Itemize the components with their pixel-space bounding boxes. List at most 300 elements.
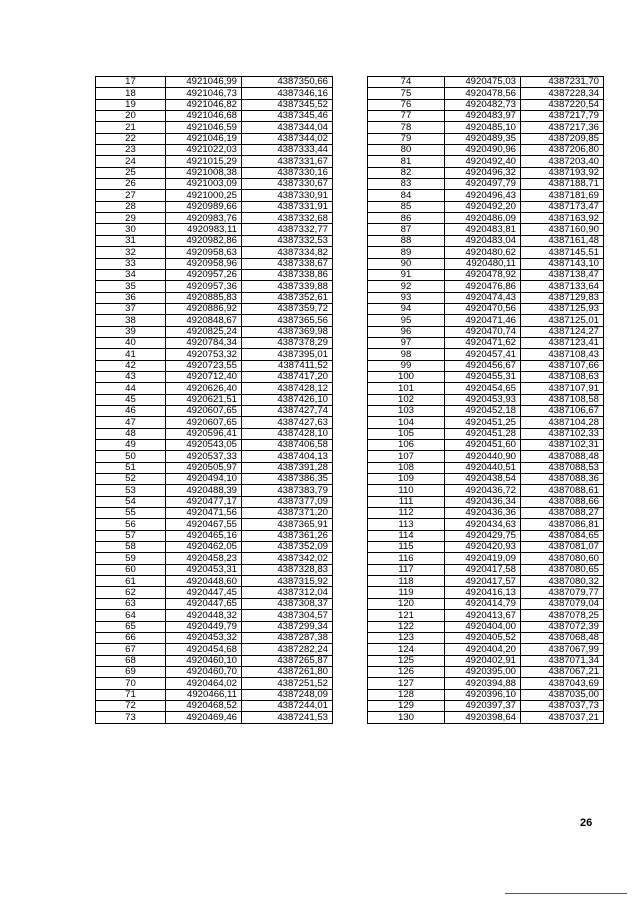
x-coordinate-cell: 4920957,36: [166, 281, 242, 292]
table-row: [368, 508, 604, 519]
point-number-cell: 41: [96, 349, 166, 360]
point-number-cell: 37: [96, 303, 166, 314]
point-number-cell: 32: [96, 247, 166, 258]
point-number-cell: 129: [368, 700, 445, 711]
table-row: [368, 440, 604, 451]
x-coordinate-cell: 4920475,03: [445, 77, 521, 88]
point-number-cell: 120: [368, 598, 445, 609]
y-coordinate-cell: 4387163,92: [521, 213, 604, 224]
table-row: [368, 598, 604, 609]
table-row: [96, 440, 333, 451]
point-number-cell: 118: [368, 576, 445, 587]
y-coordinate-cell: 4387161,48: [521, 235, 604, 246]
x-coordinate-cell: 4920596,41: [166, 428, 242, 439]
table-row: [96, 678, 333, 689]
table-row: [368, 156, 604, 167]
x-coordinate-cell: 4920398,64: [445, 712, 521, 723]
y-coordinate-cell: 4387342,02: [242, 553, 333, 564]
x-coordinate-cell: 4921003,09: [166, 179, 242, 190]
x-coordinate-cell: 4920470,74: [445, 326, 521, 337]
table-row: [96, 383, 333, 394]
y-coordinate-cell: 4387108,43: [521, 349, 604, 360]
x-coordinate-cell: 4920405,52: [445, 632, 521, 643]
point-number-cell: 57: [96, 530, 166, 541]
table-row: [96, 712, 333, 723]
y-coordinate-cell: 4387086,81: [521, 519, 604, 530]
y-coordinate-cell: 4387067,21: [521, 666, 604, 677]
y-coordinate-cell: 4387088,36: [521, 474, 604, 485]
y-coordinate-cell: 4387344,02: [242, 133, 333, 144]
point-number-cell: 125: [368, 655, 445, 666]
x-coordinate-cell: 4920885,83: [166, 292, 242, 303]
table-row: [368, 474, 604, 485]
x-coordinate-cell: 4920457,41: [445, 349, 521, 360]
table-row: [96, 655, 333, 666]
table-row: [96, 598, 333, 609]
point-number-cell: 51: [96, 462, 166, 473]
x-coordinate-cell: 4920440,90: [445, 451, 521, 462]
point-number-cell: 110: [368, 485, 445, 496]
y-coordinate-cell: 4387427,63: [242, 417, 333, 428]
y-coordinate-cell: 4387378,29: [242, 337, 333, 348]
coordinates-table-right-body: [368, 77, 604, 724]
point-number-cell: 89: [368, 247, 445, 258]
y-coordinate-cell: 4387081,07: [521, 542, 604, 553]
point-number-cell: 127: [368, 678, 445, 689]
table-row: [368, 303, 604, 314]
y-coordinate-cell: 4387143,10: [521, 258, 604, 269]
x-coordinate-cell: 4920483,81: [445, 224, 521, 235]
table-row: [96, 587, 333, 598]
x-coordinate-cell: 4921046,99: [166, 77, 242, 88]
y-coordinate-cell: 4387193,92: [521, 167, 604, 178]
table-row: [368, 666, 604, 677]
y-coordinate-cell: 4387346,16: [242, 88, 333, 99]
point-number-cell: 81: [368, 156, 445, 167]
point-number-cell: 45: [96, 394, 166, 405]
table-row: [368, 689, 604, 700]
x-coordinate-cell: 4920712,40: [166, 371, 242, 382]
x-coordinate-cell: 4920466,11: [166, 689, 242, 700]
x-coordinate-cell: 4920957,26: [166, 269, 242, 280]
table-row: [368, 451, 604, 462]
x-coordinate-cell: 4920454,65: [445, 383, 521, 394]
table-row: [368, 224, 604, 235]
y-coordinate-cell: 4387160,90: [521, 224, 604, 235]
y-coordinate-cell: 4387107,91: [521, 383, 604, 394]
y-coordinate-cell: 4387334,82: [242, 247, 333, 258]
y-coordinate-cell: 4387203,40: [521, 156, 604, 167]
point-number-cell: 35: [96, 281, 166, 292]
x-coordinate-cell: 4921046,73: [166, 88, 242, 99]
point-number-cell: 47: [96, 417, 166, 428]
point-number-cell: 102: [368, 394, 445, 405]
table-row: [96, 666, 333, 677]
y-coordinate-cell: 4387228,34: [521, 88, 604, 99]
point-number-cell: 112: [368, 508, 445, 519]
table-row: [96, 122, 333, 133]
x-coordinate-cell: 4920434,63: [445, 519, 521, 530]
y-coordinate-cell: 4387251,52: [242, 678, 333, 689]
point-number-cell: 48: [96, 428, 166, 439]
x-coordinate-cell: 4920420,93: [445, 542, 521, 553]
x-coordinate-cell: 4920394,88: [445, 678, 521, 689]
table-row: [368, 281, 604, 292]
point-number-cell: 98: [368, 349, 445, 360]
point-number-cell: 100: [368, 371, 445, 382]
table-row: [96, 474, 333, 485]
point-number-cell: 60: [96, 564, 166, 575]
table-row: [368, 337, 604, 348]
y-coordinate-cell: 4387332,77: [242, 224, 333, 235]
y-coordinate-cell: 4387078,25: [521, 610, 604, 621]
x-coordinate-cell: 4920480,11: [445, 258, 521, 269]
x-coordinate-cell: 4920436,72: [445, 485, 521, 496]
point-number-cell: 119: [368, 587, 445, 598]
point-number-cell: 44: [96, 383, 166, 394]
table-row: [96, 610, 333, 621]
table-row: [368, 519, 604, 530]
table-row: [96, 530, 333, 541]
y-coordinate-cell: 4387108,58: [521, 394, 604, 405]
point-number-cell: 128: [368, 689, 445, 700]
table-row: [96, 235, 333, 246]
point-number-cell: 28: [96, 201, 166, 212]
y-coordinate-cell: 4387411,52: [242, 360, 333, 371]
table-row: [96, 213, 333, 224]
point-number-cell: 77: [368, 111, 445, 122]
x-coordinate-cell: 4920451,28: [445, 428, 521, 439]
y-coordinate-cell: 4387365,91: [242, 519, 333, 530]
x-coordinate-cell: 4920485,10: [445, 122, 521, 133]
y-coordinate-cell: 4387102,33: [521, 428, 604, 439]
point-number-cell: 87: [368, 224, 445, 235]
table-row: [96, 542, 333, 553]
point-number-cell: 113: [368, 519, 445, 530]
x-coordinate-cell: 4920453,31: [166, 564, 242, 575]
y-coordinate-cell: 4387079,77: [521, 587, 604, 598]
table-row: [368, 145, 604, 156]
y-coordinate-cell: 4387133,64: [521, 281, 604, 292]
point-number-cell: 114: [368, 530, 445, 541]
table-row: [368, 496, 604, 507]
x-coordinate-cell: 4921046,82: [166, 99, 242, 110]
point-number-cell: 94: [368, 303, 445, 314]
table-row: [368, 235, 604, 246]
point-number-cell: 49: [96, 440, 166, 451]
y-coordinate-cell: 4387287,38: [242, 632, 333, 643]
table-row: [368, 576, 604, 587]
x-coordinate-cell: 4920417,58: [445, 564, 521, 575]
y-coordinate-cell: 4387035,00: [521, 689, 604, 700]
y-coordinate-cell: 4387261,80: [242, 666, 333, 677]
y-coordinate-cell: 4387217,79: [521, 111, 604, 122]
x-coordinate-cell: 4920537,33: [166, 451, 242, 462]
point-number-cell: 30: [96, 224, 166, 235]
y-coordinate-cell: 4387108,63: [521, 371, 604, 382]
x-coordinate-cell: 4920471,62: [445, 337, 521, 348]
table-row: [368, 269, 604, 280]
table-row: [368, 587, 604, 598]
point-number-cell: 64: [96, 610, 166, 621]
table-row: [96, 326, 333, 337]
point-number-cell: 82: [368, 167, 445, 178]
x-coordinate-cell: 4920470,56: [445, 303, 521, 314]
x-coordinate-cell: 4921000,25: [166, 190, 242, 201]
x-coordinate-cell: 4920413,67: [445, 610, 521, 621]
x-coordinate-cell: 4920492,40: [445, 156, 521, 167]
x-coordinate-cell: 4920490,96: [445, 145, 521, 156]
table-row: [368, 655, 604, 666]
y-coordinate-cell: 4387369,98: [242, 326, 333, 337]
point-number-cell: 58: [96, 542, 166, 553]
y-coordinate-cell: 4387123,41: [521, 337, 604, 348]
table-row: [368, 553, 604, 564]
x-coordinate-cell: 4920958,63: [166, 247, 242, 258]
point-number-cell: 122: [368, 621, 445, 632]
table-row: [96, 111, 333, 122]
table-row: [96, 156, 333, 167]
table-row: [96, 201, 333, 212]
table-row: [368, 485, 604, 496]
point-number-cell: 19: [96, 99, 166, 110]
y-coordinate-cell: 4387330,16: [242, 167, 333, 178]
table-row: [368, 644, 604, 655]
y-coordinate-cell: 4387129,83: [521, 292, 604, 303]
point-number-cell: 17: [96, 77, 166, 88]
y-coordinate-cell: 4387377,09: [242, 496, 333, 507]
y-coordinate-cell: 4387338,67: [242, 258, 333, 269]
point-number-cell: 23: [96, 145, 166, 156]
table-row: [368, 405, 604, 416]
table-row: [96, 88, 333, 99]
x-coordinate-cell: 4920483,97: [445, 111, 521, 122]
y-coordinate-cell: 4387068,48: [521, 632, 604, 643]
point-number-cell: 93: [368, 292, 445, 303]
y-coordinate-cell: 4387386,35: [242, 474, 333, 485]
point-number-cell: 21: [96, 122, 166, 133]
y-coordinate-cell: 4387417,20: [242, 371, 333, 382]
x-coordinate-cell: 4921046,59: [166, 122, 242, 133]
y-coordinate-cell: 4387080,60: [521, 553, 604, 564]
point-number-cell: 22: [96, 133, 166, 144]
table-row: [368, 349, 604, 360]
x-coordinate-cell: 4920474,43: [445, 292, 521, 303]
x-coordinate-cell: 4920982,86: [166, 235, 242, 246]
table-row: [96, 417, 333, 428]
x-coordinate-cell: 4920496,32: [445, 167, 521, 178]
point-number-cell: 59: [96, 553, 166, 564]
x-coordinate-cell: 4920886,92: [166, 303, 242, 314]
y-coordinate-cell: 4387331,91: [242, 201, 333, 212]
point-number-cell: 71: [96, 689, 166, 700]
x-coordinate-cell: 4920848,67: [166, 315, 242, 326]
table-row: [368, 417, 604, 428]
table-row: [368, 179, 604, 190]
table-row: [96, 269, 333, 280]
table-row: [96, 224, 333, 235]
y-coordinate-cell: 4387037,21: [521, 712, 604, 723]
y-coordinate-cell: 4387209,85: [521, 133, 604, 144]
x-coordinate-cell: 4920467,55: [166, 519, 242, 530]
point-number-cell: 86: [368, 213, 445, 224]
y-coordinate-cell: 4387080,32: [521, 576, 604, 587]
point-number-cell: 105: [368, 428, 445, 439]
x-coordinate-cell: 4920436,36: [445, 508, 521, 519]
x-coordinate-cell: 4920607,65: [166, 417, 242, 428]
table-row: [96, 360, 333, 371]
table-row: [368, 292, 604, 303]
y-coordinate-cell: 4387350,66: [242, 77, 333, 88]
y-coordinate-cell: 4387331,67: [242, 156, 333, 167]
point-number-cell: 106: [368, 440, 445, 451]
table-row: [96, 632, 333, 643]
x-coordinate-cell: 4920447,45: [166, 587, 242, 598]
table-row: [96, 281, 333, 292]
x-coordinate-cell: 4920753,32: [166, 349, 242, 360]
table-row: [96, 451, 333, 462]
x-coordinate-cell: 4920958,96: [166, 258, 242, 269]
table-row: [96, 576, 333, 587]
table-row: [368, 678, 604, 689]
point-number-cell: 88: [368, 235, 445, 246]
y-coordinate-cell: 4387365,56: [242, 315, 333, 326]
y-coordinate-cell: 4387072,39: [521, 621, 604, 632]
y-coordinate-cell: 4387345,46: [242, 111, 333, 122]
y-coordinate-cell: 4387426,10: [242, 394, 333, 405]
y-coordinate-cell: 4387404,13: [242, 451, 333, 462]
x-coordinate-cell: 4920438,54: [445, 474, 521, 485]
point-number-cell: 126: [368, 666, 445, 677]
point-number-cell: 46: [96, 405, 166, 416]
x-coordinate-cell: 4920453,32: [166, 632, 242, 643]
table-row: [368, 394, 604, 405]
table-row: [368, 530, 604, 541]
x-coordinate-cell: 4920492,20: [445, 201, 521, 212]
x-coordinate-cell: 4920465,16: [166, 530, 242, 541]
point-number-cell: 103: [368, 405, 445, 416]
point-number-cell: 52: [96, 474, 166, 485]
y-coordinate-cell: 4387067,99: [521, 644, 604, 655]
y-coordinate-cell: 4387333,44: [242, 145, 333, 156]
point-number-cell: 68: [96, 655, 166, 666]
point-number-cell: 34: [96, 269, 166, 280]
x-coordinate-cell: 4920449,79: [166, 621, 242, 632]
table-row: [368, 360, 604, 371]
table-row: [96, 145, 333, 156]
y-coordinate-cell: 4387088,27: [521, 508, 604, 519]
coordinates-table-left: [95, 76, 333, 724]
point-number-cell: 85: [368, 201, 445, 212]
point-number-cell: 20: [96, 111, 166, 122]
point-number-cell: 50: [96, 451, 166, 462]
y-coordinate-cell: 4387071,34: [521, 655, 604, 666]
y-coordinate-cell: 4387080,65: [521, 564, 604, 575]
table-row: [368, 99, 604, 110]
x-coordinate-cell: 4920448,60: [166, 576, 242, 587]
x-coordinate-cell: 4920497,79: [445, 179, 521, 190]
y-coordinate-cell: 4387352,09: [242, 542, 333, 553]
y-coordinate-cell: 4387248,09: [242, 689, 333, 700]
x-coordinate-cell: 4920453,93: [445, 394, 521, 405]
table-row: [368, 167, 604, 178]
table-row: [96, 315, 333, 326]
y-coordinate-cell: 4387102,31: [521, 440, 604, 451]
y-coordinate-cell: 4387344,04: [242, 122, 333, 133]
point-number-cell: 97: [368, 337, 445, 348]
y-coordinate-cell: 4387428,12: [242, 383, 333, 394]
point-number-cell: 117: [368, 564, 445, 575]
y-coordinate-cell: 4387084,65: [521, 530, 604, 541]
x-coordinate-cell: 4920448,32: [166, 610, 242, 621]
point-number-cell: 24: [96, 156, 166, 167]
x-coordinate-cell: 4920451,25: [445, 417, 521, 428]
point-number-cell: 43: [96, 371, 166, 382]
x-coordinate-cell: 4920402,91: [445, 655, 521, 666]
table-row: [368, 190, 604, 201]
point-number-cell: 29: [96, 213, 166, 224]
table-row: [96, 190, 333, 201]
table-row: [368, 326, 604, 337]
y-coordinate-cell: 4387345,52: [242, 99, 333, 110]
table-row: [96, 405, 333, 416]
x-coordinate-cell: 4920488,39: [166, 485, 242, 496]
table-row: [96, 508, 333, 519]
table-row: [368, 315, 604, 326]
table-row: [96, 564, 333, 575]
x-coordinate-cell: 4920478,92: [445, 269, 521, 280]
point-number-cell: 84: [368, 190, 445, 201]
y-coordinate-cell: 4387428,10: [242, 428, 333, 439]
point-number-cell: 92: [368, 281, 445, 292]
x-coordinate-cell: 4920416,13: [445, 587, 521, 598]
x-coordinate-cell: 4921046,68: [166, 111, 242, 122]
x-coordinate-cell: 4921015,29: [166, 156, 242, 167]
x-coordinate-cell: 4920451,60: [445, 440, 521, 451]
table-row: [96, 133, 333, 144]
point-number-cell: 121: [368, 610, 445, 621]
x-coordinate-cell: 4920471,46: [445, 315, 521, 326]
table-row: [96, 485, 333, 496]
y-coordinate-cell: 4387106,67: [521, 405, 604, 416]
point-number-cell: 38: [96, 315, 166, 326]
y-coordinate-cell: 4387330,67: [242, 179, 333, 190]
x-coordinate-cell: 4920460,10: [166, 655, 242, 666]
point-number-cell: 83: [368, 179, 445, 190]
y-coordinate-cell: 4387312,04: [242, 587, 333, 598]
x-coordinate-cell: 4920983,76: [166, 213, 242, 224]
table-row: [368, 621, 604, 632]
x-coordinate-cell: 4920723,55: [166, 360, 242, 371]
y-coordinate-cell: 4387079,04: [521, 598, 604, 609]
table-row: [368, 564, 604, 575]
table-row: [96, 689, 333, 700]
x-coordinate-cell: 4920626,40: [166, 383, 242, 394]
table-row: [368, 632, 604, 643]
point-number-cell: 40: [96, 337, 166, 348]
x-coordinate-cell: 4920429,75: [445, 530, 521, 541]
table-row: [368, 712, 604, 723]
table-row: [368, 88, 604, 99]
y-coordinate-cell: 4387241,53: [242, 712, 333, 723]
point-number-cell: 69: [96, 666, 166, 677]
point-number-cell: 56: [96, 519, 166, 530]
x-coordinate-cell: 4920478,56: [445, 88, 521, 99]
x-coordinate-cell: 4920621,51: [166, 394, 242, 405]
table-row: [96, 349, 333, 360]
table-row: [96, 247, 333, 258]
y-coordinate-cell: 4387406,58: [242, 440, 333, 451]
